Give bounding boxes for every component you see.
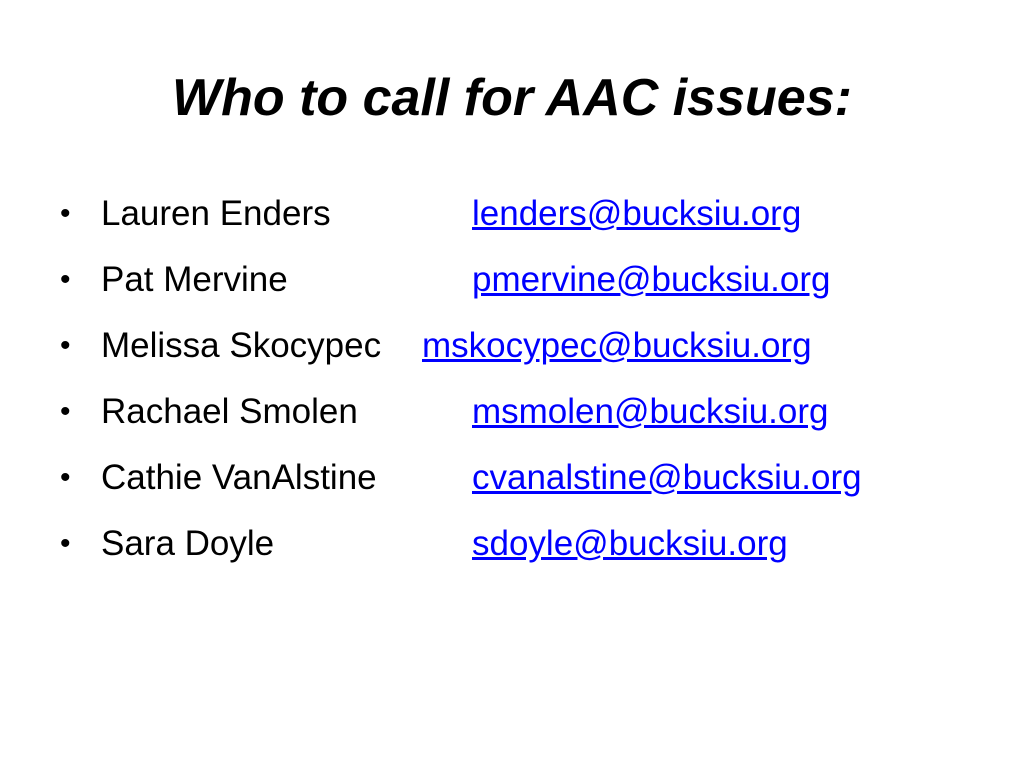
contact-item bbox=[60, 518, 980, 584]
bullet-icon: • bbox=[60, 329, 71, 362]
contact-item bbox=[60, 254, 980, 320]
contact-item bbox=[60, 452, 980, 518]
contact-name: Cathie VanAlstine bbox=[101, 458, 377, 497]
contact-email-link[interactable]: mskocypec@bucksiu.org bbox=[422, 326, 812, 365]
contact-name: Melissa Skocypec bbox=[101, 326, 382, 365]
slide-title: Who to call for AAC issues: bbox=[172, 69, 852, 127]
bullet-icon: • bbox=[60, 395, 71, 428]
contact-item bbox=[60, 188, 980, 254]
contact-item bbox=[60, 386, 980, 452]
contact-name: Rachael Smolen bbox=[101, 392, 358, 431]
contact-list bbox=[60, 188, 980, 584]
contact-name: Lauren Enders bbox=[101, 194, 331, 233]
contact-email-link[interactable]: pmervine@bucksiu.org bbox=[472, 260, 831, 299]
contact-email-link[interactable]: lenders@bucksiu.org bbox=[472, 194, 802, 233]
contact-email-link[interactable]: sdoyle@bucksiu.org bbox=[472, 524, 788, 563]
contact-email-link[interactable]: msmolen@bucksiu.org bbox=[472, 392, 829, 431]
bullet-icon: • bbox=[60, 461, 71, 494]
contact-name: Sara Doyle bbox=[101, 524, 275, 563]
bullet-icon: • bbox=[60, 263, 71, 296]
contact-name: Pat Mervine bbox=[101, 260, 288, 299]
bullet-icon: • bbox=[60, 197, 71, 230]
contact-email-link[interactable]: cvanalstine@bucksiu.org bbox=[472, 458, 862, 497]
bullet-icon: • bbox=[60, 527, 71, 560]
contact-item bbox=[60, 320, 980, 386]
